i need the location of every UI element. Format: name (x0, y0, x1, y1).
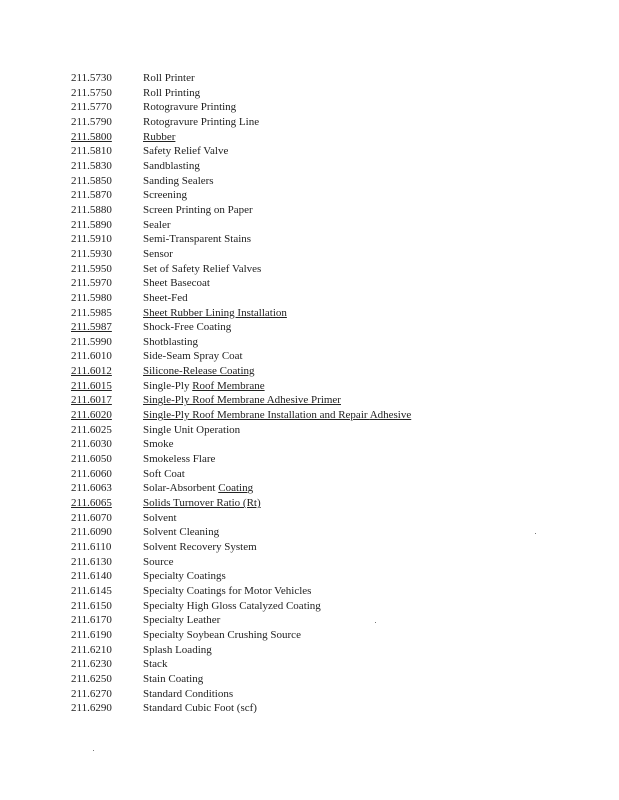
term-label: Smoke (143, 438, 174, 451)
section-number: 211.6015 (71, 379, 112, 392)
section-number: 211.6017 (71, 394, 112, 407)
section-number: 211.5980 (71, 291, 112, 304)
list-item (0, 613, 619, 628)
scan-speck (375, 622, 376, 623)
section-number: 211.6270 (71, 687, 112, 700)
section-number: 211.5770 (71, 101, 112, 114)
term-label: Shotblasting (143, 335, 199, 348)
term-label: Semi-Transparent Stains (143, 233, 252, 246)
section-number: 211.6250 (71, 672, 112, 685)
term-label: Specialty Coatings for Motor Vehicles (143, 584, 312, 597)
section-number: 211.5880 (71, 203, 112, 216)
term-label: Single-Ply Roof Membrane Adhesive Primer (143, 394, 341, 407)
section-number: 211.5810 (71, 145, 112, 158)
section-number: 211.5850 (71, 174, 112, 187)
section-number: 211.6150 (71, 599, 112, 612)
list-item (0, 452, 619, 467)
term-label: Specialty Leather (143, 614, 221, 627)
section-number: 211.6020 (71, 409, 112, 422)
list-item (0, 291, 619, 306)
term-part: Roof Membrane (192, 379, 265, 392)
list-item (0, 130, 619, 145)
term-label: Stack (143, 658, 168, 671)
term-label: Specialty Soybean Crushing Source (143, 628, 301, 641)
list-item (0, 364, 619, 379)
list-item (0, 628, 619, 643)
section-number: 211.6170 (71, 614, 112, 627)
list-item (0, 584, 619, 599)
term-label: Silicone-Release Coating (143, 365, 255, 378)
term-label: Solvent Recovery System (143, 541, 257, 553)
list-item (0, 306, 619, 321)
section-number: 211.6065 (71, 497, 112, 510)
term-label (143, 379, 265, 394)
section-number: 211.6010 (71, 350, 112, 363)
section-number: 211.5990 (71, 335, 112, 348)
term-label: Side-Seam Spray Coat (143, 350, 243, 363)
term-label: Stain Coating (143, 672, 204, 685)
section-number: 211.5910 (71, 233, 112, 246)
term-part: Solar-Absorbent (143, 482, 219, 495)
list-item (0, 423, 619, 438)
list-item (0, 569, 619, 584)
section-number: 211.6140 (71, 570, 112, 583)
section-number: 211.5970 (71, 277, 112, 290)
term-label: Roll Printing (143, 86, 201, 99)
term-label: Set of Safety Relief Valves (143, 262, 262, 275)
term-label: Rotogravure Printing (143, 101, 237, 114)
term-label: Sandblasting (143, 159, 200, 172)
list-item (0, 174, 619, 189)
list-item (0, 687, 619, 702)
section-number: 211.5730 (71, 72, 112, 84)
section-number: 211.5950 (71, 262, 112, 275)
list-item (0, 511, 619, 526)
section-number: 211.6130 (71, 555, 112, 568)
list-item (0, 599, 619, 614)
list-item (0, 159, 619, 174)
term-label (143, 408, 411, 423)
list-item (0, 188, 619, 203)
term-part: Coating (218, 482, 254, 495)
list-item (0, 262, 619, 277)
term-label: Soft Coat (143, 467, 185, 480)
list-item (0, 335, 619, 350)
list-item (0, 525, 619, 540)
list-item (0, 276, 619, 291)
term-label: Solids Turnover Ratio (Rt) (143, 497, 261, 510)
section-number: 211.6210 (71, 643, 112, 656)
term-label: Single Unit Operation (143, 423, 241, 436)
scan-speck (93, 750, 94, 751)
term-label: Safety Relief Valve (143, 145, 229, 158)
list-item (0, 203, 619, 218)
list-item (0, 555, 619, 570)
section-number: 211.5750 (71, 86, 112, 99)
list-item (0, 247, 619, 262)
section-number: 211.6230 (71, 658, 112, 671)
section-number: 211.6063 (71, 482, 112, 495)
term-label: Solvent Cleaning (143, 526, 220, 539)
list-item (0, 144, 619, 159)
term-label: Standard Cubic Foot (scf) (143, 702, 257, 715)
list-item (0, 100, 619, 115)
list-item (0, 467, 619, 482)
section-number: 211.6090 (71, 526, 112, 539)
section-number: 211.6145 (71, 584, 112, 597)
section-number: 211.5985 (71, 306, 112, 319)
list-item (0, 643, 619, 658)
scan-speck (535, 533, 536, 534)
list-item (0, 349, 619, 364)
term-label: Rotogravure Printing Line (143, 115, 260, 128)
list-item (0, 481, 619, 496)
term-label: Specialty Coatings (143, 570, 226, 583)
term-part: Single-Ply Roof Membrane Installation and Repair (143, 409, 370, 422)
list-item (0, 379, 619, 394)
term-label: Shock-Free Coating (143, 321, 232, 334)
list-item (0, 115, 619, 130)
list-item (0, 232, 619, 247)
term-label: Splash Loading (143, 643, 212, 656)
section-number: 211.5790 (71, 115, 112, 128)
term-label: Screening (143, 189, 187, 202)
list-item (0, 71, 619, 86)
term-label: Sheet-Fed (143, 291, 188, 304)
list-item (0, 657, 619, 672)
term-label: Solvent (143, 511, 177, 524)
section-number: 211.5800 (71, 130, 112, 143)
section-number: 211.6012 (71, 365, 112, 378)
term-label: Standard Conditions (143, 687, 234, 700)
term-label: Rubber (143, 130, 176, 143)
list-item (0, 437, 619, 452)
section-number: 211.6050 (71, 453, 112, 466)
list-item (0, 86, 619, 101)
term-label: Smokeless Flare (143, 453, 216, 466)
section-number: 211.6025 (71, 423, 112, 436)
section-number: 211.6110 (71, 541, 112, 553)
term-label: Sealer (143, 218, 171, 231)
section-number: 211.6060 (71, 467, 112, 480)
section-number: 211.5870 (71, 189, 112, 202)
list-item (0, 701, 619, 716)
term-label: Screen Printing on Paper (143, 203, 253, 216)
list-item (0, 218, 619, 233)
section-number: 211.5987 (71, 321, 112, 334)
list-item (0, 540, 619, 555)
term-label: Sheet Rubber Lining Installation (143, 306, 287, 319)
term-label: Sanding Sealers (143, 174, 214, 187)
term-part: Single-Ply (143, 379, 193, 392)
section-number: 211.5890 (71, 218, 112, 231)
list-item (0, 320, 619, 335)
definitions-list (0, 71, 619, 716)
list-item (0, 496, 619, 511)
term-label: Source (143, 555, 174, 568)
term-part: Adhesive (369, 409, 412, 422)
section-number: 211.6190 (71, 628, 112, 641)
list-item (0, 393, 619, 408)
section-number: 211.5930 (71, 247, 112, 260)
term-label: Specialty High Gloss Catalyzed Coating (143, 599, 321, 612)
section-number: 211.5830 (71, 159, 112, 172)
section-number: 211.6290 (71, 702, 112, 715)
term-label (143, 481, 253, 496)
section-number: 211.6030 (71, 438, 112, 451)
term-label: Sheet Basecoat (143, 277, 210, 290)
term-label: Sensor (143, 247, 173, 260)
term-label: Roll Printer (143, 72, 195, 84)
list-item (0, 408, 619, 423)
section-number: 211.6070 (71, 511, 112, 524)
list-item (0, 672, 619, 687)
